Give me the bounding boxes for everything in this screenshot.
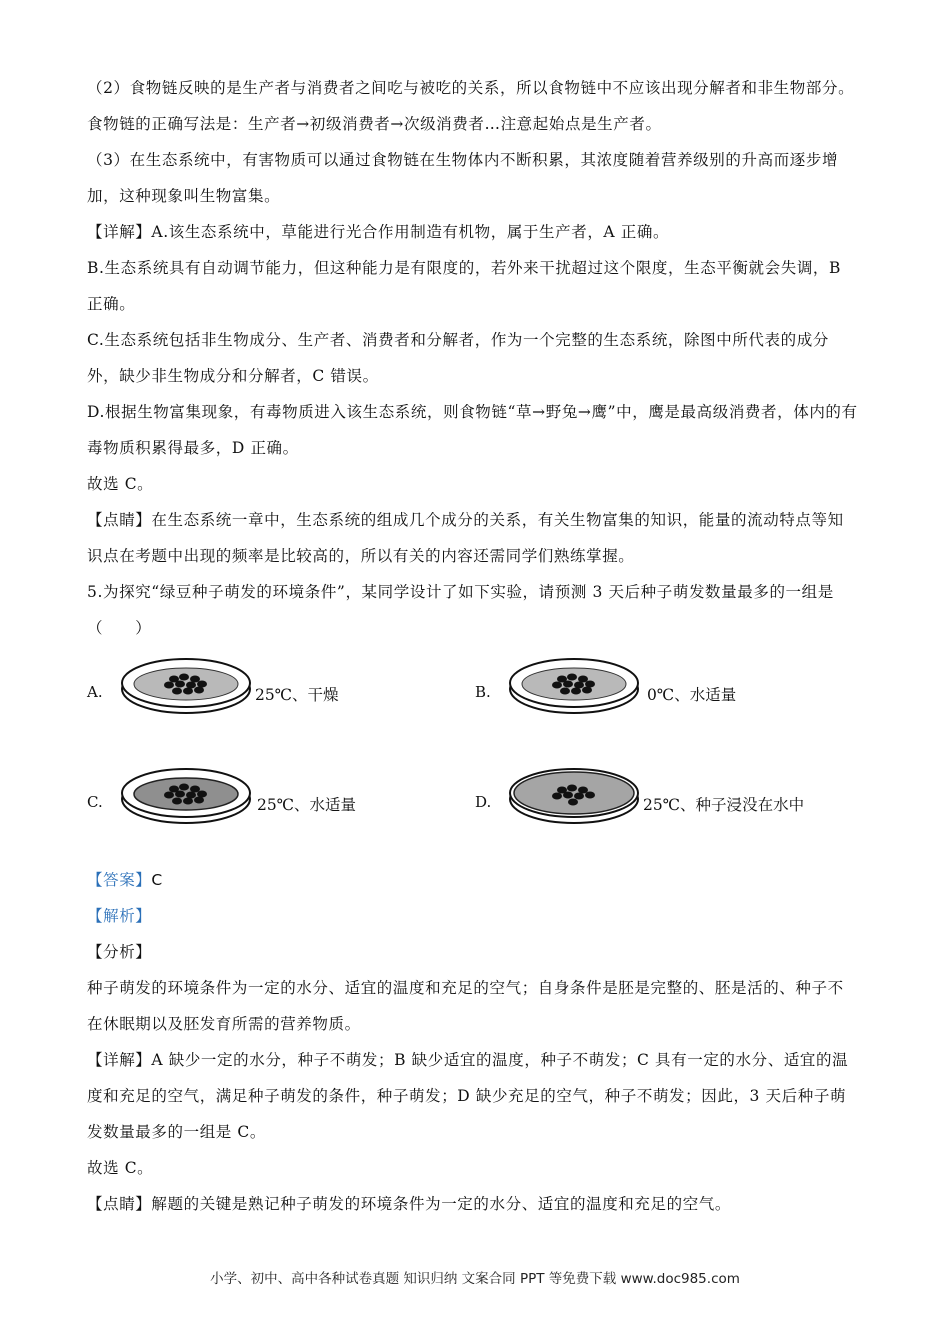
- answer-label: 【答案】: [87, 871, 152, 889]
- fenxi-label: 【分析】: [87, 943, 152, 961]
- petri-dish-cold-icon: [507, 655, 642, 717]
- option-letter: A.: [87, 683, 103, 701]
- answer-value: C: [151, 871, 163, 889]
- option-c[interactable]: [87, 765, 487, 845]
- paragraph-detail-d: D.根据生物富集现象，有毒物质进入该生态系统，则食物链“草→野兔→鹰”中，鹰是最高级消费者，体内的有毒物质积累得最多，D 正确。: [87, 403, 858, 457]
- option-a[interactable]: [87, 655, 487, 735]
- paragraph-food-chain: （2）食物链反映的是生产者与消费者之间吃与被吃的关系，所以食物链中不应该出现分解者和非生物部分。食物链的正确写法是：生产者→初级消费者→次级消费者…注意起始点是生产者。: [87, 79, 855, 133]
- option-condition: 25℃、干燥: [255, 686, 339, 704]
- dianjing-text: 【点睛】解题的关键是熟记种子萌发的环境条件为一定的水分、适宜的温度和充足的空气。: [87, 1195, 732, 1213]
- option-d[interactable]: [475, 765, 875, 845]
- paragraph-comment: 【点睛】在生态系统一章中，生态系统的组成几个成分的关系，有关生物富集的知识，能量的流动特点等知识点在考题中出现的频率是比较高的，所以有关的内容还需同学们熟练掌握。: [87, 511, 844, 565]
- petri-dish-submerged-icon: [507, 765, 642, 827]
- paragraph-choose-c: 故选 C。: [87, 475, 154, 493]
- option-letter: C.: [87, 793, 103, 811]
- paragraph-detail-c: C.生态系统包括非生物成分、生产者、消费者和分解者，作为一个完整的生态系统，除图中所代表的成分外，缺少非生物成分和分解者，C 错误。: [87, 331, 829, 385]
- fenxi-text: 种子萌发的环境条件为一定的水分、适宜的温度和充足的空气；自身条件是胚是完整的、胚是活的、种子不在休眠期以及胚发育所需的营养物质。: [87, 979, 844, 1033]
- option-condition: 25℃、种子浸没在水中: [643, 796, 805, 814]
- paragraph-detail-a: 【详解】A.该生态系统中，草能进行光合作用制造有机物，属于生产者，A 正确。: [87, 223, 670, 241]
- answer-line: [87, 862, 859, 898]
- question-5: 5.为探究“绿豆种子萌发的环境条件”，某同学设计了如下实验，请预测 3 天后种子萌发数量最多的一组是（ ）: [87, 583, 834, 637]
- analysis-label: 【解析】: [87, 907, 152, 925]
- option-condition: 25℃、水适量: [257, 796, 357, 814]
- paragraph-detail-b: B.生态系统具有自动调节能力，但这种能力是有限度的，若外来干扰超过这个限度，生态平衡就会失调，B 正确。: [87, 259, 842, 313]
- petri-dish-moist-icon: [119, 765, 254, 827]
- option-letter: D.: [475, 793, 492, 811]
- paragraph-bioaccumulation: （3）在生态系统中，有害物质可以通过食物链在生物体内不断积累，其浓度随着营养级别的升高而逐步增加，这种现象叫生物富集。: [87, 151, 839, 205]
- petri-dish-dry-icon: [119, 655, 254, 717]
- xiangjie-text: 【详解】A 缺少一定的水分，种子不萌发；B 缺少适宜的温度，种子不萌发；C 具有一定的水分、适宜的温度和充足的空气，满足种子萌发的条件，种子萌发；D 缺少充足的空气，种子不萌发；因此，3 天后种子萌发数量最多的一组是 C。: [87, 1051, 849, 1141]
- option-b[interactable]: [475, 655, 875, 735]
- guxuan-text: 故选 C。: [87, 1159, 154, 1177]
- footer-text: 小学、初中、高中各种试卷真题 知识归纳 文案合同 PPT 等免费下载 www.doc985.com: [210, 1271, 740, 1287]
- option-letter: B.: [475, 683, 491, 701]
- option-condition: 0℃、水适量: [647, 686, 737, 704]
